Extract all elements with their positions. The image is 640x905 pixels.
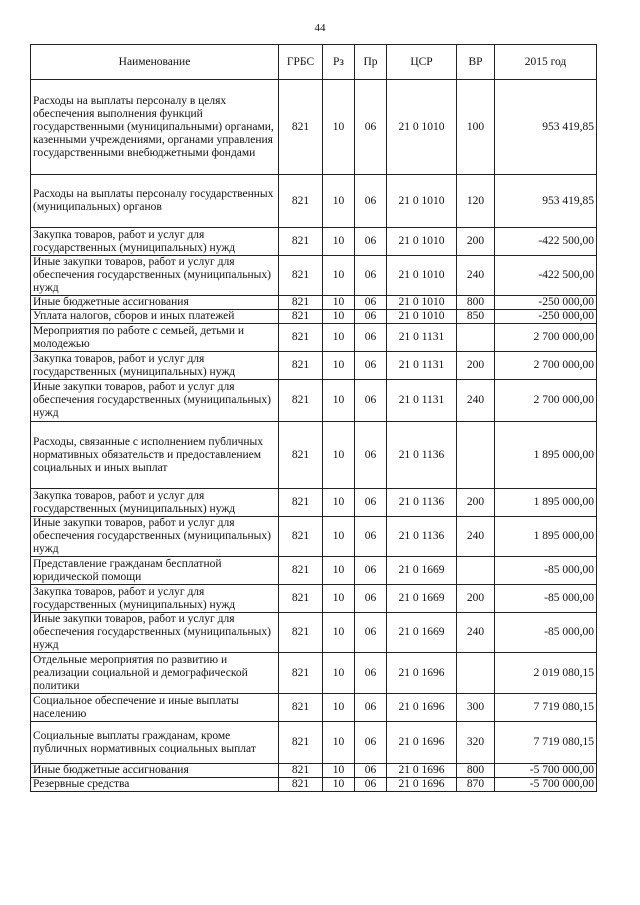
table-cell-name: Уплата налогов, сборов и иных платежей [31, 310, 279, 324]
table-cell-csr: 21 0 1131 [387, 352, 457, 380]
table-cell-csr: 21 0 1136 [387, 517, 457, 557]
table-cell-rz: 10 [323, 296, 355, 310]
table-cell-rz: 10 [323, 557, 355, 585]
table-cell-vr: 800 [457, 296, 495, 310]
table-row [31, 778, 597, 792]
table-cell-pr: 06 [355, 722, 387, 764]
table-row [31, 585, 597, 613]
table-cell-vr: 100 [457, 80, 495, 175]
table-cell-amount: 2 019 080,15 [495, 653, 597, 694]
table-cell-csr: 21 0 1010 [387, 80, 457, 175]
table-cell-grbs: 821 [279, 228, 323, 256]
table-cell-csr: 21 0 1696 [387, 694, 457, 722]
table-cell-amount: 953 419,85 [495, 175, 597, 228]
table-cell-name: Социальное обеспечение и иные выплаты населению [31, 694, 279, 722]
table-cell-csr: 21 0 1136 [387, 422, 457, 489]
table-cell-pr: 06 [355, 422, 387, 489]
table-row [31, 422, 597, 489]
table-row [31, 489, 597, 517]
table-cell-name: Социальные выплаты гражданам, кроме публичных нормативных социальных выплат [31, 722, 279, 764]
table-row [31, 613, 597, 653]
table-cell-rz: 10 [323, 517, 355, 557]
table-cell-name: Представление гражданам бесплатной юридической помощи [31, 557, 279, 585]
table-cell-rz: 10 [323, 653, 355, 694]
table-cell-vr [457, 653, 495, 694]
table-cell-grbs: 821 [279, 613, 323, 653]
table-cell-grbs: 821 [279, 585, 323, 613]
table-cell-rz: 10 [323, 694, 355, 722]
table-cell-vr: 240 [457, 256, 495, 296]
table-cell-name: Расходы, связанные с исполнением публичных нормативных обязательств и предоставлением социальных и иных выплат [31, 422, 279, 489]
table-cell-amount: -250 000,00 [495, 296, 597, 310]
table-cell-name: Закупка товаров, работ и услуг для государственных (муниципальных) нужд [31, 585, 279, 613]
table-cell-vr [457, 557, 495, 585]
table-cell-grbs: 821 [279, 694, 323, 722]
table-cell-vr [457, 324, 495, 352]
table-cell-csr: 21 0 1136 [387, 489, 457, 517]
table-cell-grbs: 821 [279, 764, 323, 778]
table-cell-rz: 10 [323, 489, 355, 517]
table-cell-amount: 1 895 000,00 [495, 517, 597, 557]
table-row [31, 764, 597, 778]
table-cell-amount: -422 500,00 [495, 228, 597, 256]
table-cell-name: Иные бюджетные ассигнования [31, 296, 279, 310]
table-cell-rz: 10 [323, 778, 355, 792]
table-row [31, 694, 597, 722]
table-cell-grbs: 821 [279, 422, 323, 489]
table-cell-vr: 120 [457, 175, 495, 228]
table-cell-pr: 06 [355, 310, 387, 324]
table-cell-grbs: 821 [279, 324, 323, 352]
table-cell-rz: 10 [323, 380, 355, 422]
table-cell-pr: 06 [355, 489, 387, 517]
table-cell-vr: 240 [457, 613, 495, 653]
column-header-rz: Рз [323, 45, 355, 80]
table-cell-rz: 10 [323, 722, 355, 764]
table-cell-amount: 7 719 080,15 [495, 694, 597, 722]
table-cell-rz: 10 [323, 585, 355, 613]
table-cell-csr: 21 0 1669 [387, 585, 457, 613]
table-cell-grbs: 821 [279, 517, 323, 557]
table-cell-vr [457, 422, 495, 489]
table-cell-grbs: 821 [279, 310, 323, 324]
table-cell-grbs: 821 [279, 778, 323, 792]
table-cell-pr: 06 [355, 380, 387, 422]
table-cell-amount: 7 719 080,15 [495, 722, 597, 764]
table-cell-name: Закупка товаров, работ и услуг для государственных (муниципальных) нужд [31, 228, 279, 256]
table-cell-grbs: 821 [279, 489, 323, 517]
table-cell-amount: -85 000,00 [495, 585, 597, 613]
table-cell-csr: 21 0 1696 [387, 764, 457, 778]
table-cell-name: Иные бюджетные ассигнования [31, 764, 279, 778]
table-cell-pr: 06 [355, 324, 387, 352]
table-cell-amount: 2 700 000,00 [495, 380, 597, 422]
table-cell-pr: 06 [355, 352, 387, 380]
table-cell-csr: 21 0 1010 [387, 256, 457, 296]
table-cell-pr: 06 [355, 653, 387, 694]
table-cell-pr: 06 [355, 228, 387, 256]
table-cell-amount: -422 500,00 [495, 256, 597, 296]
table-cell-name: Мероприятия по работе с семьей, детьми и молодежью [31, 324, 279, 352]
table-cell-name: Закупка товаров, работ и услуг для государственных (муниципальных) нужд [31, 352, 279, 380]
table-cell-csr: 21 0 1696 [387, 778, 457, 792]
table-cell-rz: 10 [323, 352, 355, 380]
table-cell-vr: 200 [457, 352, 495, 380]
table-row [31, 557, 597, 585]
table-cell-csr: 21 0 1010 [387, 228, 457, 256]
table-cell-grbs: 821 [279, 256, 323, 296]
table-cell-vr: 870 [457, 778, 495, 792]
column-header-vr: ВР [457, 45, 495, 80]
table-cell-amount: 1 895 000,00 [495, 422, 597, 489]
table-cell-grbs: 821 [279, 653, 323, 694]
table-cell-csr: 21 0 1010 [387, 175, 457, 228]
table-cell-vr: 800 [457, 764, 495, 778]
table-cell-name: Иные закупки товаров, работ и услуг для обеспечения государственных (муниципальных) нужд [31, 380, 279, 422]
table-cell-pr: 06 [355, 764, 387, 778]
table-cell-vr: 200 [457, 228, 495, 256]
table-cell-pr: 06 [355, 296, 387, 310]
table-cell-grbs: 821 [279, 557, 323, 585]
table-row [31, 228, 597, 256]
page-number: 44 [314, 22, 326, 34]
table-cell-amount: -85 000,00 [495, 557, 597, 585]
table-cell-name: Иные закупки товаров, работ и услуг для обеспечения государственных (муниципальных) нужд [31, 613, 279, 653]
table-row [31, 722, 597, 764]
table-cell-pr: 06 [355, 694, 387, 722]
table-cell-csr: 21 0 1010 [387, 310, 457, 324]
table-cell-name: Иные закупки товаров, работ и услуг для обеспечения государственных (муниципальных) нужд [31, 517, 279, 557]
table-cell-csr: 21 0 1696 [387, 722, 457, 764]
table-cell-vr: 850 [457, 310, 495, 324]
column-header-pr: Пр [355, 45, 387, 80]
table-row [31, 310, 597, 324]
table-cell-pr: 06 [355, 175, 387, 228]
table-cell-amount: -5 700 000,00 [495, 778, 597, 792]
table-cell-rz: 10 [323, 256, 355, 296]
table-cell-csr: 21 0 1131 [387, 380, 457, 422]
column-header-name: Наименование [31, 45, 279, 80]
table-cell-pr: 06 [355, 585, 387, 613]
table-cell-vr: 240 [457, 517, 495, 557]
table-cell-grbs: 821 [279, 352, 323, 380]
column-header-2015: 2015 год [495, 45, 597, 80]
table-cell-name: Расходы на выплаты персоналу государственных (муниципальных) органов [31, 175, 279, 228]
table-cell-vr: 200 [457, 585, 495, 613]
column-header-grbs: ГРБС [279, 45, 323, 80]
table-cell-rz: 10 [323, 310, 355, 324]
table-cell-rz: 10 [323, 324, 355, 352]
table-cell-grbs: 821 [279, 380, 323, 422]
table-cell-rz: 10 [323, 764, 355, 778]
table-cell-rz: 10 [323, 228, 355, 256]
table-cell-grbs: 821 [279, 722, 323, 764]
table-cell-pr: 06 [355, 517, 387, 557]
table-cell-amount: 2 700 000,00 [495, 324, 597, 352]
table-cell-pr: 06 [355, 613, 387, 653]
table-cell-rz: 10 [323, 175, 355, 228]
table-cell-rz: 10 [323, 80, 355, 175]
table-row [31, 380, 597, 422]
table-row [31, 175, 597, 228]
table-cell-name: Закупка товаров, работ и услуг для государственных (муниципальных) нужд [31, 489, 279, 517]
table-cell-csr: 21 0 1669 [387, 557, 457, 585]
table-cell-csr: 21 0 1669 [387, 613, 457, 653]
table-row [31, 517, 597, 557]
table-cell-vr: 200 [457, 489, 495, 517]
table-cell-grbs: 821 [279, 175, 323, 228]
table-cell-vr: 240 [457, 380, 495, 422]
table-cell-pr: 06 [355, 557, 387, 585]
table-row [31, 256, 597, 296]
table-cell-pr: 06 [355, 256, 387, 296]
table-cell-name: Отдельные мероприятия по развитию и реализации социальной и демографической политики [31, 653, 279, 694]
table-cell-csr: 21 0 1131 [387, 324, 457, 352]
table-cell-pr: 06 [355, 80, 387, 175]
table-cell-grbs: 821 [279, 80, 323, 175]
table-row [31, 80, 597, 175]
table-cell-amount: -5 700 000,00 [495, 764, 597, 778]
table-cell-amount: -85 000,00 [495, 613, 597, 653]
table-cell-rz: 10 [323, 613, 355, 653]
table-cell-grbs: 821 [279, 296, 323, 310]
table-cell-amount: 953 419,85 [495, 80, 597, 175]
table-row [31, 296, 597, 310]
table-cell-rz: 10 [323, 422, 355, 489]
table-cell-vr: 320 [457, 722, 495, 764]
table-cell-amount: 2 700 000,00 [495, 352, 597, 380]
table-cell-name: Иные закупки товаров, работ и услуг для обеспечения государственных (муниципальных) нужд [31, 256, 279, 296]
table-cell-vr: 300 [457, 694, 495, 722]
table-row [31, 324, 597, 352]
table-cell-csr: 21 0 1010 [387, 296, 457, 310]
table-cell-name: Расходы на выплаты персоналу в целях обеспечения выполнения функций государственными (муниципальными) органами, казенными учреждениями, органами управления государственными внебюджетными фондами [31, 80, 279, 175]
table-header-row [31, 45, 597, 80]
table-row [31, 653, 597, 694]
table-cell-name: Резервные средства [31, 778, 279, 792]
table-cell-amount: 1 895 000,00 [495, 489, 597, 517]
budget-table [30, 44, 597, 792]
table-row [31, 352, 597, 380]
column-header-csr: ЦСР [387, 45, 457, 80]
table-cell-amount: -250 000,00 [495, 310, 597, 324]
table-cell-pr: 06 [355, 778, 387, 792]
table-cell-csr: 21 0 1696 [387, 653, 457, 694]
